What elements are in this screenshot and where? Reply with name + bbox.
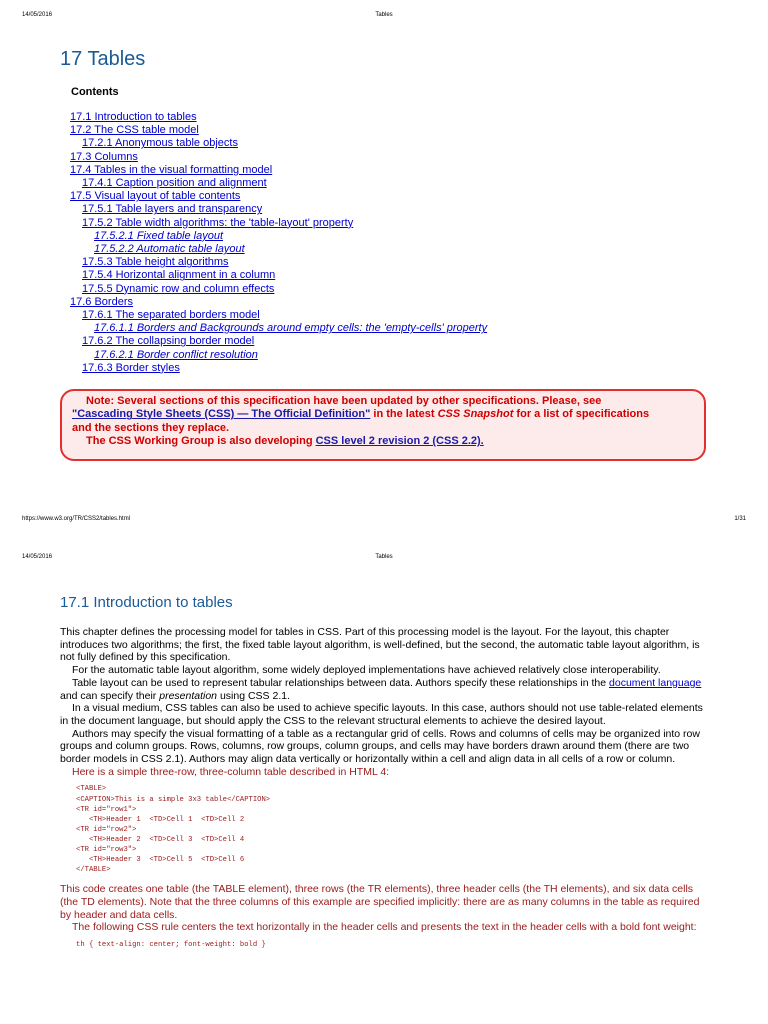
toc-link[interactable]: 17.5.2 Table width algorithms: the 'table-layout' property xyxy=(82,216,354,229)
paragraph: In a visual medium, CSS tables can also be used to achieve specific layouts. In this case, authors should not use table-related elements in the document language, but should apply the CSS to the relevant structural elements to achieve the desired layout. xyxy=(60,702,703,727)
section-heading: 17.1 Introduction to tables xyxy=(60,594,233,611)
paragraph-text: and can specify their xyxy=(60,689,160,702)
toc-link[interactable]: 17.5.3 Table height algorithms xyxy=(82,256,229,269)
toc-link[interactable]: 17.2.1 Anonymous table objects xyxy=(82,137,238,150)
toc-link[interactable]: 17.5.5 Dynamic row and column effects xyxy=(82,282,275,295)
official-definition-link[interactable]: "Cascading Style Sheets (CSS) — The Official Definition" xyxy=(72,408,371,421)
toc-link[interactable]: 17.5.1 Table layers and transparency xyxy=(82,203,263,216)
update-note xyxy=(60,389,706,461)
page-footer xyxy=(22,516,746,526)
toc-link[interactable]: 17.6.2 The collapsing border model xyxy=(82,335,255,348)
section-body xyxy=(60,626,710,950)
paragraph-text: using CSS 2.1. xyxy=(217,689,290,702)
paragraph: Authors may specify the visual formatting of a table as a rectangular grid of cells. Rows and columns of cells may be organized into row groups and column groups. Rows, columns, row groups, column groups, and cells may have borders drawn around them (there are two border models in CSS 2.1). Authors may align data vertically or horizontally within a cell and align data in all cells of a row or column. xyxy=(60,727,700,766)
toc-link[interactable]: 17.6.1 The separated borders model xyxy=(82,309,260,322)
toc-link[interactable]: 17.4.1 Caption position and alignment xyxy=(82,177,267,190)
paragraph: For the automatic table layout algorithm, some widely deployed implementations have achieved relatively close interoperability. xyxy=(72,664,661,677)
note-text-mid2: for a list of specifications xyxy=(513,408,650,421)
header-title: Tables xyxy=(375,12,393,18)
header-title: Tables xyxy=(375,554,393,560)
paragraph xyxy=(60,677,710,702)
page-header xyxy=(22,12,746,22)
toc-link[interactable]: 17.1 Introduction to tables xyxy=(70,111,197,123)
css22-link[interactable]: CSS level 2 revision 2 (CSS 2.2). xyxy=(315,435,484,448)
toc-link[interactable]: 17.5 Visual layout of table contents xyxy=(70,190,241,203)
html-code-example: <TABLE> <CAPTION>This is a simple 3x3 table</CAPTION> <TR id="row1"> <TH>Header 1 <TD>Cell 1 <TD>Cell 2 <TR id="row2"> <TH>Header 2 <TD>Cell 3 <TD>Cell 4 <TR id="row3"> <TH>Header 3 <TD>Cell 5 <TD>Cell 6 </TABLE> xyxy=(76,785,271,875)
page-title: 17 Tables xyxy=(60,48,146,70)
page-header xyxy=(22,554,746,564)
css-code-example: th { text-align: center; font-weight: bold } xyxy=(76,941,266,950)
note-line-2 xyxy=(72,408,704,421)
note-line-4 xyxy=(72,435,704,448)
presentation-text: presentation xyxy=(159,689,218,702)
toc-link[interactable]: 17.6.2.1 Border conflict resolution xyxy=(94,348,258,361)
footer-page-number: 1/31 xyxy=(734,516,746,522)
toc-link[interactable]: 17.4 Tables in the visual formatting model xyxy=(70,163,273,176)
note-text-mid1: in the latest xyxy=(370,408,438,421)
toc-link[interactable]: 17.5.2.2 Automatic table layout xyxy=(94,243,245,256)
contents-heading: Contents xyxy=(71,86,119,98)
header-date: 14/05/2016 xyxy=(22,12,53,18)
footer-url: https://www.w3.org/TR/CSS2/tables.html xyxy=(22,516,131,522)
paragraph-text: Table layout can be used to represent tabular relationships between data. Authors specify these relationships in the xyxy=(72,676,610,689)
toc-link[interactable]: 17.5.2.1 Fixed table layout xyxy=(94,229,224,242)
toc-link[interactable]: 17.5.4 Horizontal alignment in a column xyxy=(82,269,276,282)
toc-link[interactable]: 17.3 Columns xyxy=(70,150,138,163)
css-snapshot-text: CSS Snapshot xyxy=(437,408,514,421)
note-line-1: Note: Several sections of this specification have been updated by other specifications. Please, see xyxy=(86,395,602,407)
paragraph: The following CSS rule centers the text horizontally in the header cells and presents the text in the header cells with a bold font weight: xyxy=(72,921,697,934)
toc-link[interactable]: 17.6.3 Border styles xyxy=(82,361,180,374)
paragraph: This chapter defines the processing model for tables in CSS. Part of this processing model is the layout. For the layout, this chapter introduces two algorithms; the first, the fixed table layout algorithm, is well-defined, but the second, the automatic table layout algorithm, is not fully defined by this specification. xyxy=(60,626,700,664)
toc-link[interactable]: 17.2 The CSS table model xyxy=(70,124,199,137)
example-intro: Here is a simple three-row, three-column table described in HTML 4: xyxy=(72,765,390,778)
table-of-contents xyxy=(70,111,487,375)
document-language-link[interactable]: document language xyxy=(609,676,702,689)
toc-link[interactable]: 17.6 Borders xyxy=(70,295,133,308)
paragraph: This code creates one table (the TABLE element), three rows (the TR elements), three header cells (the TH elements), and six data cells (the TD elements). Note that the three columns of this example are specified implicitly: there are as many columns in the table as required by header and data cells. xyxy=(60,883,700,921)
header-date: 14/05/2016 xyxy=(22,554,53,560)
note-line-3: and the sections they replace. xyxy=(72,421,230,434)
note-text-wg: The CSS Working Group is also developing xyxy=(86,435,316,448)
toc-link[interactable]: 17.6.1.1 Borders and Backgrounds around empty cells: the 'empty-cells' property xyxy=(94,322,488,335)
